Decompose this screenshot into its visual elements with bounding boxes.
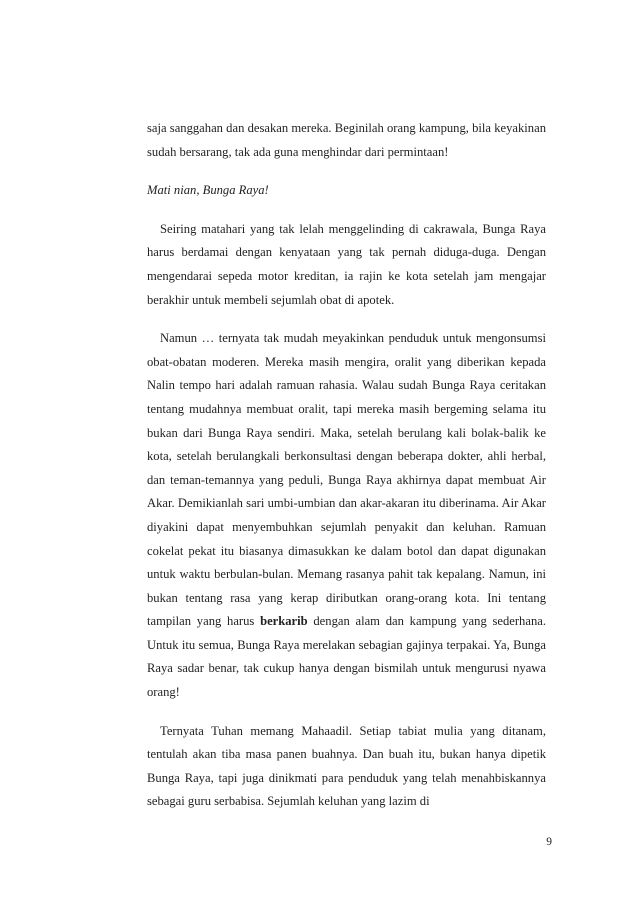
paragraph-air-akar-text-1: Namun … ternyata tak mudah meyakinkan penduduk untuk mengonsumsi obat-obatan moderen. Mereka masih mengira, oralit yang diberikan kepada Nalin tempo hari adalah ramuan rahasia. Walau sudah Bunga Raya ceritakan tentang mudahnya membuat oralit, tapi mereka masih bergeming selama itu bukan dari Bunga Raya sendiri. Maka, setelah berulang kali bolak-balik ke kota, setelah berulangkali berkonsultasi dengan beberapa dokter, ahli herbal, dan teman-temannya yang peduli, Bunga Raya akhirnya dapat membuat Air Akar. Demikianlah sari umbi-umbian dan akar-akaran itu diberinama. Air Akar diyakini dapat menyembuhkan sejumlah penyakit dan keluhan. Ramuan cokelat pekat itu biasanya dimasukkan ke dalam botol dan dapat digunakan untuk waktu berbulan-bulan. Memang rasanya pahit tak kepalang. Namun, ini bukan tentang rasa yang kerap diributkan orang-orang kota. Ini tentang tampilan yang harus	[147, 331, 546, 629]
bold-word-berkarib: berkarib	[260, 614, 308, 629]
paragraph-exclamation: Mati nian, Bunga Raya!	[147, 183, 269, 198]
paragraph-sunset: Seiring matahari yang tak lelah menggelinding di cakrawala, Bunga Raya harus berdamai dengan kenyataan yang tak pernah diduga-duga. Dengan mengendarai sepeda motor kreditan, ia rajin ke kota setelah jam mengajar berakhir untuk membeli sejumlah obat di apotek.	[147, 221, 546, 307]
paragraph-air-akar	[147, 327, 546, 705]
paragraph-mahaadil: Ternyata Tuhan memang Mahaadil. Setiap tabiat mulia yang ditanam, tentulah akan tiba masa panen buahnya. Dan buah itu, bukan hanya dipetik Bunga Raya, tapi juga dinikmati para penduduk yang telah menahbiskannya sebagai guru serbabisa. Sejumlah keluhan yang lazim di	[147, 723, 546, 809]
paragraph-opening: saja sanggahan dan desakan mereka. Beginilah orang kampung, bila keyakinan sudah bersarang, tak ada guna menghindar dari permintaan!	[147, 121, 546, 159]
page-body	[147, 117, 546, 814]
paragraph-air-akar-text-2: dengan alam dan kampung yang sederhana. Untuk itu semua, Bunga Raya merelakan sebagian gajinya terpakai. Ya, Bunga Raya sadar benar, tak cukup hanya dengan bismilah untuk mengurusi nyawa orang!	[147, 614, 546, 700]
page-number: 9	[546, 836, 552, 848]
